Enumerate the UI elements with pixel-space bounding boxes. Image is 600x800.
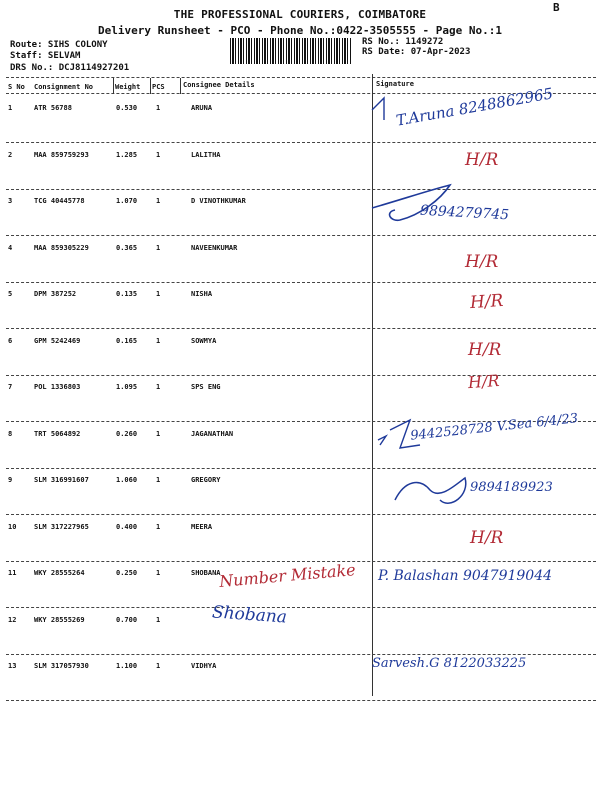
cell-consignment: SLM 317057930 bbox=[34, 662, 89, 670]
cell-consignment: TRT 5064892 bbox=[34, 429, 81, 438]
handwritten-signature: H/R bbox=[465, 150, 499, 170]
cell-sno: 12 bbox=[8, 615, 17, 624]
cell-pcs: 1 bbox=[156, 290, 161, 298]
cell-sno: 8 bbox=[8, 429, 13, 438]
cell-consignee: VIDHYA bbox=[191, 662, 217, 670]
cell-pcs: 1 bbox=[156, 243, 161, 252]
cell-consignment: GPM 5242469 bbox=[34, 336, 81, 345]
cell-consignment: ATR 56788 bbox=[34, 104, 72, 112]
cell-pcs: 1 bbox=[156, 197, 161, 205]
rs-no-label: RS No.: 1149272 bbox=[362, 37, 444, 47]
cell-consignee: GREGORY bbox=[191, 476, 221, 484]
cell-sno: 3 bbox=[8, 197, 13, 205]
handwritten-signature: T.Aruna 8248862965 bbox=[394, 84, 555, 130]
cell-sno: 4 bbox=[8, 243, 13, 252]
handwritten-signature: Sarvesh.G 8122033225 bbox=[372, 656, 527, 671]
cell-consignee: NAVEENKUMAR bbox=[191, 243, 238, 252]
route-label: Route: SIHS COLONY bbox=[10, 40, 108, 50]
cell-sno: 7 bbox=[8, 383, 13, 391]
cell-sno: 10 bbox=[8, 522, 17, 531]
runsheet-title: Delivery Runsheet - PCO - Phone No.:0422-3505555 - Page No.:1 bbox=[98, 24, 502, 37]
signature-stroke bbox=[395, 478, 466, 503]
cell-weight: 0.700 bbox=[116, 615, 138, 624]
cell-consignment: POL 1336803 bbox=[34, 383, 81, 391]
cell-weight: 0.365 bbox=[116, 243, 138, 252]
shobana-handwritten-note: Shobana bbox=[211, 602, 288, 628]
cell-consignee: D VINOTHKUMAR bbox=[191, 197, 246, 205]
cell-sno: 1 bbox=[8, 104, 13, 112]
cell-sno: 6 bbox=[8, 336, 13, 345]
number-mistake-note: Number Mistake bbox=[218, 560, 357, 591]
cell-consignment: SLM 317227965 bbox=[34, 522, 89, 531]
cell-consignment: MAA 859305229 bbox=[34, 243, 89, 252]
cell-weight: 0.135 bbox=[116, 290, 138, 298]
col-header-signature: Signature bbox=[376, 80, 414, 88]
cell-pcs: 1 bbox=[156, 104, 161, 112]
cell-pcs: 1 bbox=[156, 336, 161, 345]
cell-consignee: NISHA bbox=[191, 290, 213, 298]
cell-weight: 1.060 bbox=[116, 476, 138, 484]
drs-label: DRS No.: DCJ8114927201 bbox=[10, 63, 130, 73]
rs-date-label: RS Date: 07-Apr-2023 bbox=[362, 47, 471, 57]
cell-pcs: 1 bbox=[156, 150, 161, 159]
cell-consignment: MAA 859759293 bbox=[34, 150, 89, 159]
cell-consignment: WKY 28555269 bbox=[34, 615, 85, 624]
col-header-consignment: Consignment No bbox=[34, 83, 94, 91]
signature-stroke bbox=[378, 420, 420, 448]
cell-pcs: 1 bbox=[156, 383, 161, 391]
cell-sno: 9 bbox=[8, 476, 13, 484]
cell-pcs: 1 bbox=[156, 662, 161, 670]
cell-weight: 1.100 bbox=[116, 662, 138, 670]
cell-pcs: 1 bbox=[156, 615, 161, 624]
cell-consignment: WKY 28555264 bbox=[34, 569, 85, 577]
cell-consignee: SPS ENG bbox=[191, 383, 221, 391]
cell-consignment: SLM 316991607 bbox=[34, 476, 89, 484]
handwritten-signature: 9894279745 bbox=[419, 202, 510, 224]
cell-consignee: ARUNA bbox=[191, 104, 213, 112]
cell-consignee: LALITHA bbox=[191, 150, 221, 159]
cell-consignee: SHOBANA bbox=[191, 569, 221, 577]
handwritten-signature: 9894189923 bbox=[470, 480, 553, 495]
staff-label: Staff: SELVAM bbox=[10, 51, 81, 61]
corner-mark: B bbox=[553, 1, 560, 14]
signature-stroke bbox=[372, 185, 450, 220]
col-header-sno: S No bbox=[8, 83, 25, 91]
cell-pcs: 1 bbox=[156, 476, 161, 484]
handwritten-signature: 9442528728 V.Sea 6/4/23 bbox=[409, 411, 579, 444]
signature-stroke bbox=[372, 98, 384, 120]
cell-pcs: 1 bbox=[156, 569, 161, 577]
cell-consignee: MEERA bbox=[191, 522, 213, 531]
cell-weight: 0.260 bbox=[116, 429, 138, 438]
cell-consignee: JAGANATHAN bbox=[191, 429, 234, 438]
cell-pcs: 1 bbox=[156, 429, 161, 438]
cell-consignment: TCG 40445778 bbox=[34, 197, 85, 205]
cell-weight: 1.285 bbox=[116, 150, 138, 159]
cell-pcs: 1 bbox=[156, 522, 161, 531]
col-header-weight: Weight bbox=[115, 83, 141, 91]
cell-consignee: SOWMYA bbox=[191, 336, 217, 345]
cell-weight: 0.165 bbox=[116, 336, 138, 345]
handwritten-signature: H/R bbox=[465, 252, 499, 272]
cell-weight: 0.530 bbox=[116, 104, 138, 112]
cell-consignment: DPM 387252 bbox=[34, 290, 77, 298]
handwritten-signature: H/R bbox=[470, 528, 504, 548]
cell-sno: 13 bbox=[8, 662, 17, 670]
cell-sno: 11 bbox=[8, 569, 17, 577]
col-header-pcs: PCS bbox=[152, 83, 165, 91]
cell-weight: 0.250 bbox=[116, 569, 138, 577]
handwritten-signature: H/R bbox=[468, 340, 502, 360]
cell-weight: 1.070 bbox=[116, 197, 138, 205]
handwritten-signature: H/R bbox=[467, 370, 501, 393]
handwritten-signature: H/R bbox=[469, 290, 505, 314]
cell-sno: 5 bbox=[8, 290, 13, 298]
company-title: THE PROFESSIONAL COURIERS, COIMBATORE bbox=[173, 8, 427, 21]
cell-weight: 0.400 bbox=[116, 522, 138, 531]
cell-weight: 1.095 bbox=[116, 383, 138, 391]
handwritten-signature: P. Balashan 9047919044 bbox=[378, 568, 553, 584]
cell-sno: 2 bbox=[8, 150, 13, 159]
col-header-consignee: Consignee Details bbox=[183, 81, 255, 89]
